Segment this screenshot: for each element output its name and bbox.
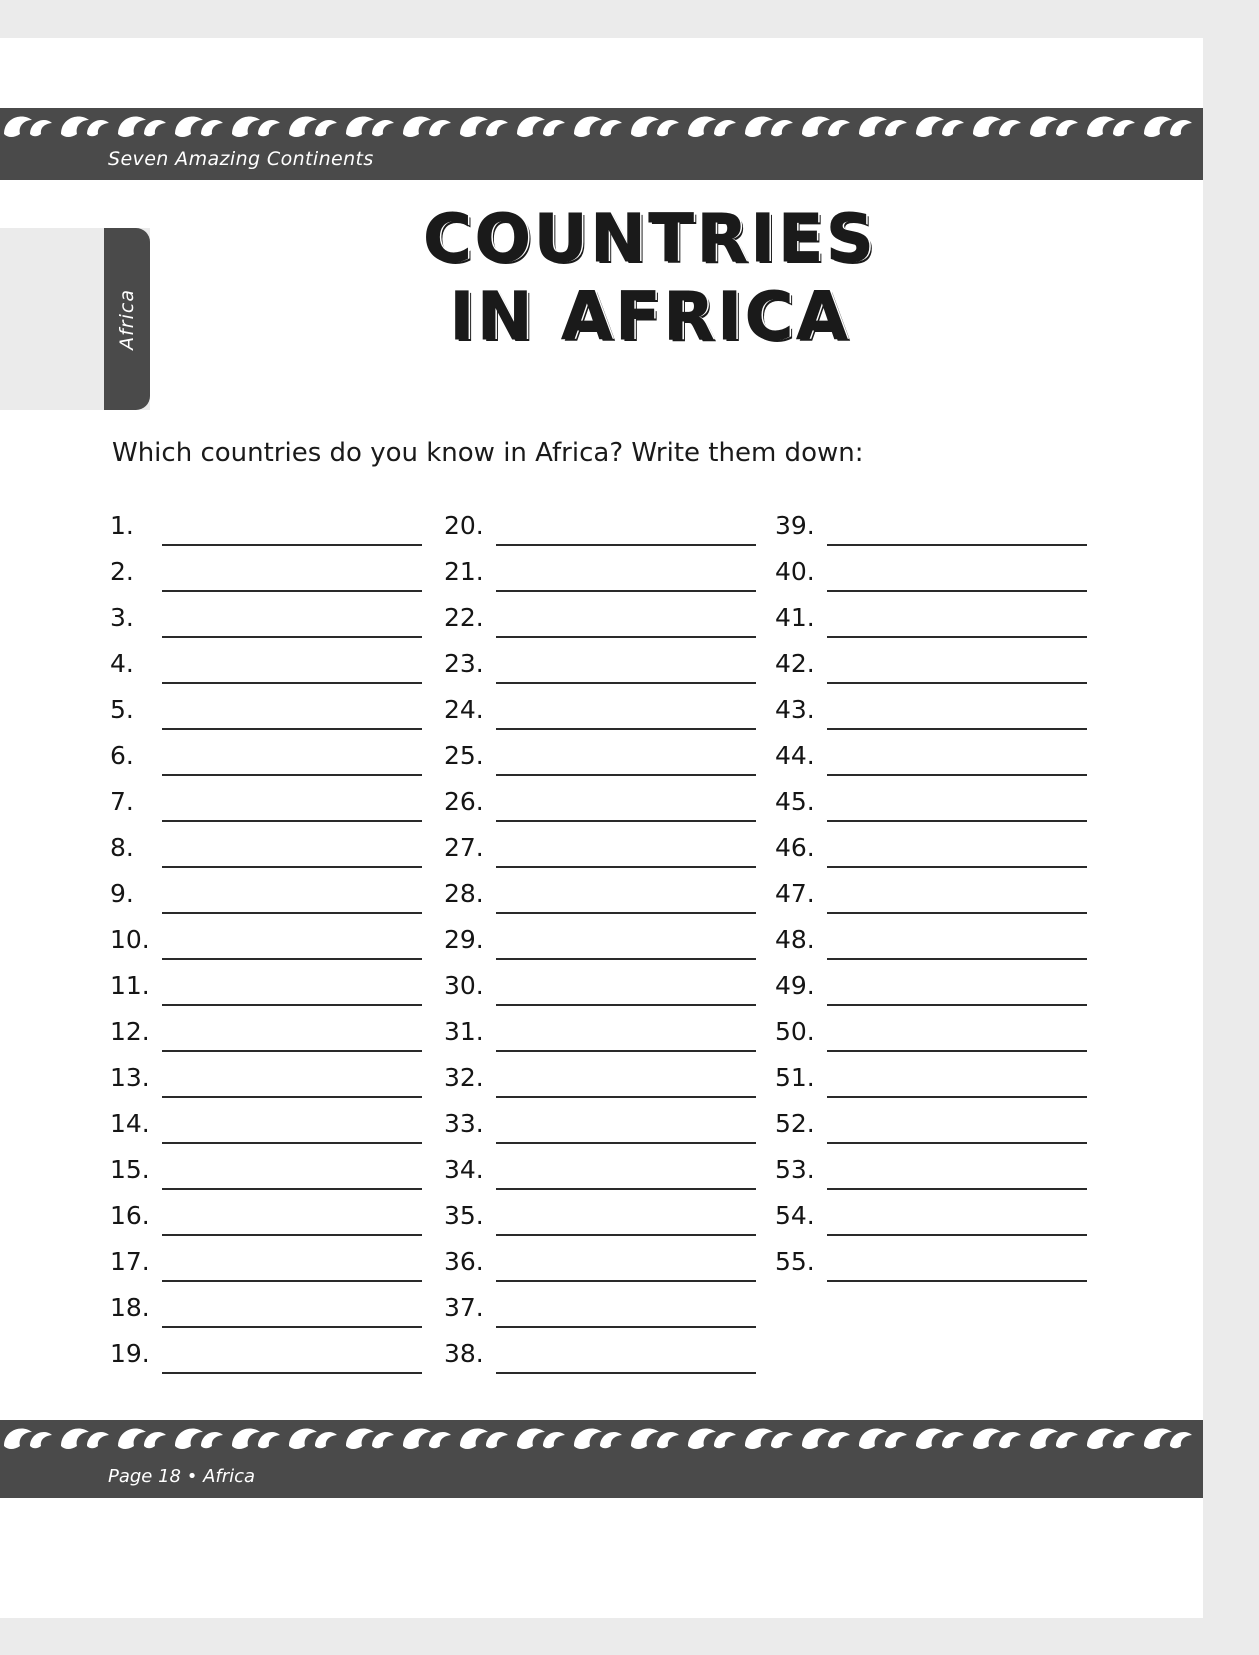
answer-number: 35.: [444, 1201, 484, 1230]
answer-write-line[interactable]: [827, 606, 1087, 638]
answer-write-line[interactable]: [162, 560, 422, 592]
answer-row[interactable]: [110, 1098, 422, 1144]
answer-column-2: [444, 500, 756, 1374]
answer-number: 47.: [775, 879, 815, 908]
answer-number: 29.: [444, 925, 484, 954]
answer-row[interactable]: [444, 1236, 756, 1282]
answer-row[interactable]: [775, 1144, 1087, 1190]
answer-number: 27.: [444, 833, 484, 862]
answer-number: 17.: [110, 1247, 150, 1276]
answer-number: 33.: [444, 1109, 484, 1138]
answer-row[interactable]: [444, 1282, 756, 1328]
answer-row[interactable]: [775, 638, 1087, 684]
answer-row[interactable]: [444, 592, 756, 638]
answer-write-line[interactable]: [827, 514, 1087, 546]
answer-write-line[interactable]: [496, 974, 756, 1006]
answer-row[interactable]: [110, 1006, 422, 1052]
answer-write-line[interactable]: [162, 974, 422, 1006]
answer-row[interactable]: [444, 1144, 756, 1190]
answer-write-line[interactable]: [827, 1020, 1087, 1052]
answer-write-line[interactable]: [827, 1112, 1087, 1144]
answer-write-line[interactable]: [827, 790, 1087, 822]
answer-write-line[interactable]: [162, 836, 422, 868]
answer-number: 53.: [775, 1155, 815, 1184]
answer-write-line[interactable]: [162, 790, 422, 822]
answer-number: 54.: [775, 1201, 815, 1230]
answer-write-line[interactable]: [827, 882, 1087, 914]
answer-write-line[interactable]: [827, 1158, 1087, 1190]
header-band: [0, 108, 1203, 180]
answer-number: 52.: [775, 1109, 815, 1138]
answer-write-line[interactable]: [162, 1296, 422, 1328]
answer-row[interactable]: [444, 1098, 756, 1144]
answer-number: 14.: [110, 1109, 150, 1138]
answer-row[interactable]: [110, 776, 422, 822]
answer-write-line[interactable]: [496, 1250, 756, 1282]
answer-number: 7.: [110, 787, 134, 816]
answer-number: 38.: [444, 1339, 484, 1368]
answer-number: 39.: [775, 511, 815, 540]
answer-number: 51.: [775, 1063, 815, 1092]
answer-number: 9.: [110, 879, 134, 908]
answer-row[interactable]: [444, 960, 756, 1006]
answer-number: 30.: [444, 971, 484, 1000]
answer-write-line[interactable]: [162, 744, 422, 776]
answer-row[interactable]: [775, 684, 1087, 730]
answer-number: 16.: [110, 1201, 150, 1230]
answer-write-line[interactable]: [496, 1296, 756, 1328]
answer-number: 19.: [110, 1339, 150, 1368]
running-head: Seven Amazing Continents: [108, 148, 374, 170]
answer-write-line[interactable]: [827, 928, 1087, 960]
answer-number: 12.: [110, 1017, 150, 1046]
answer-number: 23.: [444, 649, 484, 678]
answer-write-line[interactable]: [162, 1020, 422, 1052]
answer-number: 13.: [110, 1063, 150, 1092]
answer-row[interactable]: [775, 776, 1087, 822]
page-title: [150, 200, 1150, 356]
answer-write-line[interactable]: [827, 652, 1087, 684]
answer-write-line[interactable]: [162, 1066, 422, 1098]
answer-write-line[interactable]: [162, 698, 422, 730]
answer-write-line[interactable]: [496, 514, 756, 546]
answer-number: 26.: [444, 787, 484, 816]
answer-row[interactable]: [110, 914, 422, 960]
answer-write-line[interactable]: [827, 1250, 1087, 1282]
answer-row[interactable]: [110, 1144, 422, 1190]
answer-row[interactable]: [444, 1190, 756, 1236]
answer-number: 43.: [775, 695, 815, 724]
answer-number: 8.: [110, 833, 134, 862]
answer-row[interactable]: [444, 1328, 756, 1374]
answer-number: 22.: [444, 603, 484, 632]
answer-row[interactable]: [775, 730, 1087, 776]
answer-number: 18.: [110, 1293, 150, 1322]
answer-row[interactable]: [110, 592, 422, 638]
answer-number: 25.: [444, 741, 484, 770]
wave-pattern-top-icon: [0, 108, 1203, 142]
answer-row[interactable]: [444, 684, 756, 730]
answer-number: 44.: [775, 741, 815, 770]
answer-write-line[interactable]: [496, 652, 756, 684]
answer-row[interactable]: [110, 1190, 422, 1236]
answer-row[interactable]: [110, 1052, 422, 1098]
answer-row[interactable]: [110, 1236, 422, 1282]
answer-number: 49.: [775, 971, 815, 1000]
answer-row[interactable]: [110, 638, 422, 684]
answer-number: 3.: [110, 603, 134, 632]
answer-write-line[interactable]: [496, 1020, 756, 1052]
answer-row[interactable]: [775, 868, 1087, 914]
answer-row[interactable]: [110, 684, 422, 730]
answer-row[interactable]: [110, 868, 422, 914]
answer-write-line[interactable]: [162, 1342, 422, 1374]
answer-number: 31.: [444, 1017, 484, 1046]
answer-number: 45.: [775, 787, 815, 816]
answer-row[interactable]: [444, 1006, 756, 1052]
side-tab-label: Africa: [116, 288, 138, 350]
answer-write-line[interactable]: [496, 698, 756, 730]
answer-number: 10.: [110, 925, 150, 954]
answer-row[interactable]: [775, 592, 1087, 638]
answer-write-line[interactable]: [162, 1112, 422, 1144]
answer-number: 32.: [444, 1063, 484, 1092]
answer-write-line[interactable]: [827, 560, 1087, 592]
answer-row[interactable]: [110, 500, 422, 546]
answer-number: 20.: [444, 511, 484, 540]
answer-row[interactable]: [110, 1282, 422, 1328]
wave-pattern-bottom-icon: [0, 1420, 1203, 1454]
answer-number: 2.: [110, 557, 134, 586]
answer-row[interactable]: [444, 776, 756, 822]
answer-number: 37.: [444, 1293, 484, 1322]
answer-row[interactable]: [775, 914, 1087, 960]
answer-row[interactable]: [110, 960, 422, 1006]
answer-column-3: [775, 500, 1087, 1282]
answer-number: 34.: [444, 1155, 484, 1184]
answer-row[interactable]: [444, 500, 756, 546]
answer-row[interactable]: [775, 500, 1087, 546]
answer-row[interactable]: [775, 960, 1087, 1006]
answer-row[interactable]: [444, 868, 756, 914]
answer-number: 1.: [110, 511, 134, 540]
prompt-text: Which countries do you know in Africa? Write them down:: [112, 438, 864, 468]
answer-write-line[interactable]: [162, 606, 422, 638]
answer-write-line[interactable]: [827, 698, 1087, 730]
answer-write-line[interactable]: [827, 836, 1087, 868]
answer-row[interactable]: [775, 822, 1087, 868]
answer-row[interactable]: [110, 822, 422, 868]
answer-write-line[interactable]: [827, 974, 1087, 1006]
answer-column-1: [110, 500, 422, 1374]
answer-number: 42.: [775, 649, 815, 678]
answer-write-line[interactable]: [496, 606, 756, 638]
answer-number: 24.: [444, 695, 484, 724]
answer-number: 21.: [444, 557, 484, 586]
title-line-1: COUNTRIES: [423, 200, 877, 277]
answer-row[interactable]: [775, 546, 1087, 592]
answer-write-line[interactable]: [827, 1204, 1087, 1236]
answer-number: 11.: [110, 971, 150, 1000]
answer-number: 4.: [110, 649, 134, 678]
answer-write-line[interactable]: [162, 928, 422, 960]
answer-number: 41.: [775, 603, 815, 632]
answer-row[interactable]: [110, 730, 422, 776]
answer-write-line[interactable]: [496, 744, 756, 776]
answer-write-line[interactable]: [496, 1066, 756, 1098]
answer-write-line[interactable]: [162, 882, 422, 914]
answer-row[interactable]: [444, 914, 756, 960]
answer-write-line[interactable]: [496, 1204, 756, 1236]
answer-number: 55.: [775, 1247, 815, 1276]
answer-number: 28.: [444, 879, 484, 908]
answer-row[interactable]: [444, 730, 756, 776]
answer-write-line[interactable]: [496, 928, 756, 960]
answer-number: 48.: [775, 925, 815, 954]
answer-row[interactable]: [775, 1006, 1087, 1052]
answer-number: 5.: [110, 695, 134, 724]
answer-write-line[interactable]: [162, 1250, 422, 1282]
answer-number: 6.: [110, 741, 134, 770]
answer-row[interactable]: [444, 822, 756, 868]
answer-write-line[interactable]: [496, 790, 756, 822]
answer-write-line[interactable]: [827, 1066, 1087, 1098]
answer-number: 46.: [775, 833, 815, 862]
side-tab-label-wrap: [104, 228, 150, 410]
answer-row[interactable]: [775, 1052, 1087, 1098]
answer-number: 15.: [110, 1155, 150, 1184]
answer-row[interactable]: [775, 1236, 1087, 1282]
footer-band: [0, 1420, 1203, 1498]
answer-write-line[interactable]: [162, 1158, 422, 1190]
answer-row[interactable]: [775, 1098, 1087, 1144]
answer-row[interactable]: [444, 546, 756, 592]
answer-row[interactable]: [110, 546, 422, 592]
answer-write-line[interactable]: [496, 560, 756, 592]
answer-write-line[interactable]: [496, 836, 756, 868]
answer-row[interactable]: [110, 1328, 422, 1374]
answer-row[interactable]: [444, 638, 756, 684]
answer-number: 36.: [444, 1247, 484, 1276]
answer-write-line[interactable]: [162, 652, 422, 684]
answer-write-line[interactable]: [496, 882, 756, 914]
answer-row[interactable]: [775, 1190, 1087, 1236]
answer-write-line[interactable]: [496, 1158, 756, 1190]
answer-write-line[interactable]: [162, 514, 422, 546]
answer-number: 50.: [775, 1017, 815, 1046]
footer-label: Page 18 • Africa: [108, 1466, 256, 1487]
answer-write-line[interactable]: [496, 1342, 756, 1374]
answer-write-line[interactable]: [162, 1204, 422, 1236]
answer-number: 40.: [775, 557, 815, 586]
answer-row[interactable]: [444, 1052, 756, 1098]
answer-write-line[interactable]: [827, 744, 1087, 776]
answer-write-line[interactable]: [496, 1112, 756, 1144]
title-line-2: IN AFRICA: [449, 277, 851, 355]
